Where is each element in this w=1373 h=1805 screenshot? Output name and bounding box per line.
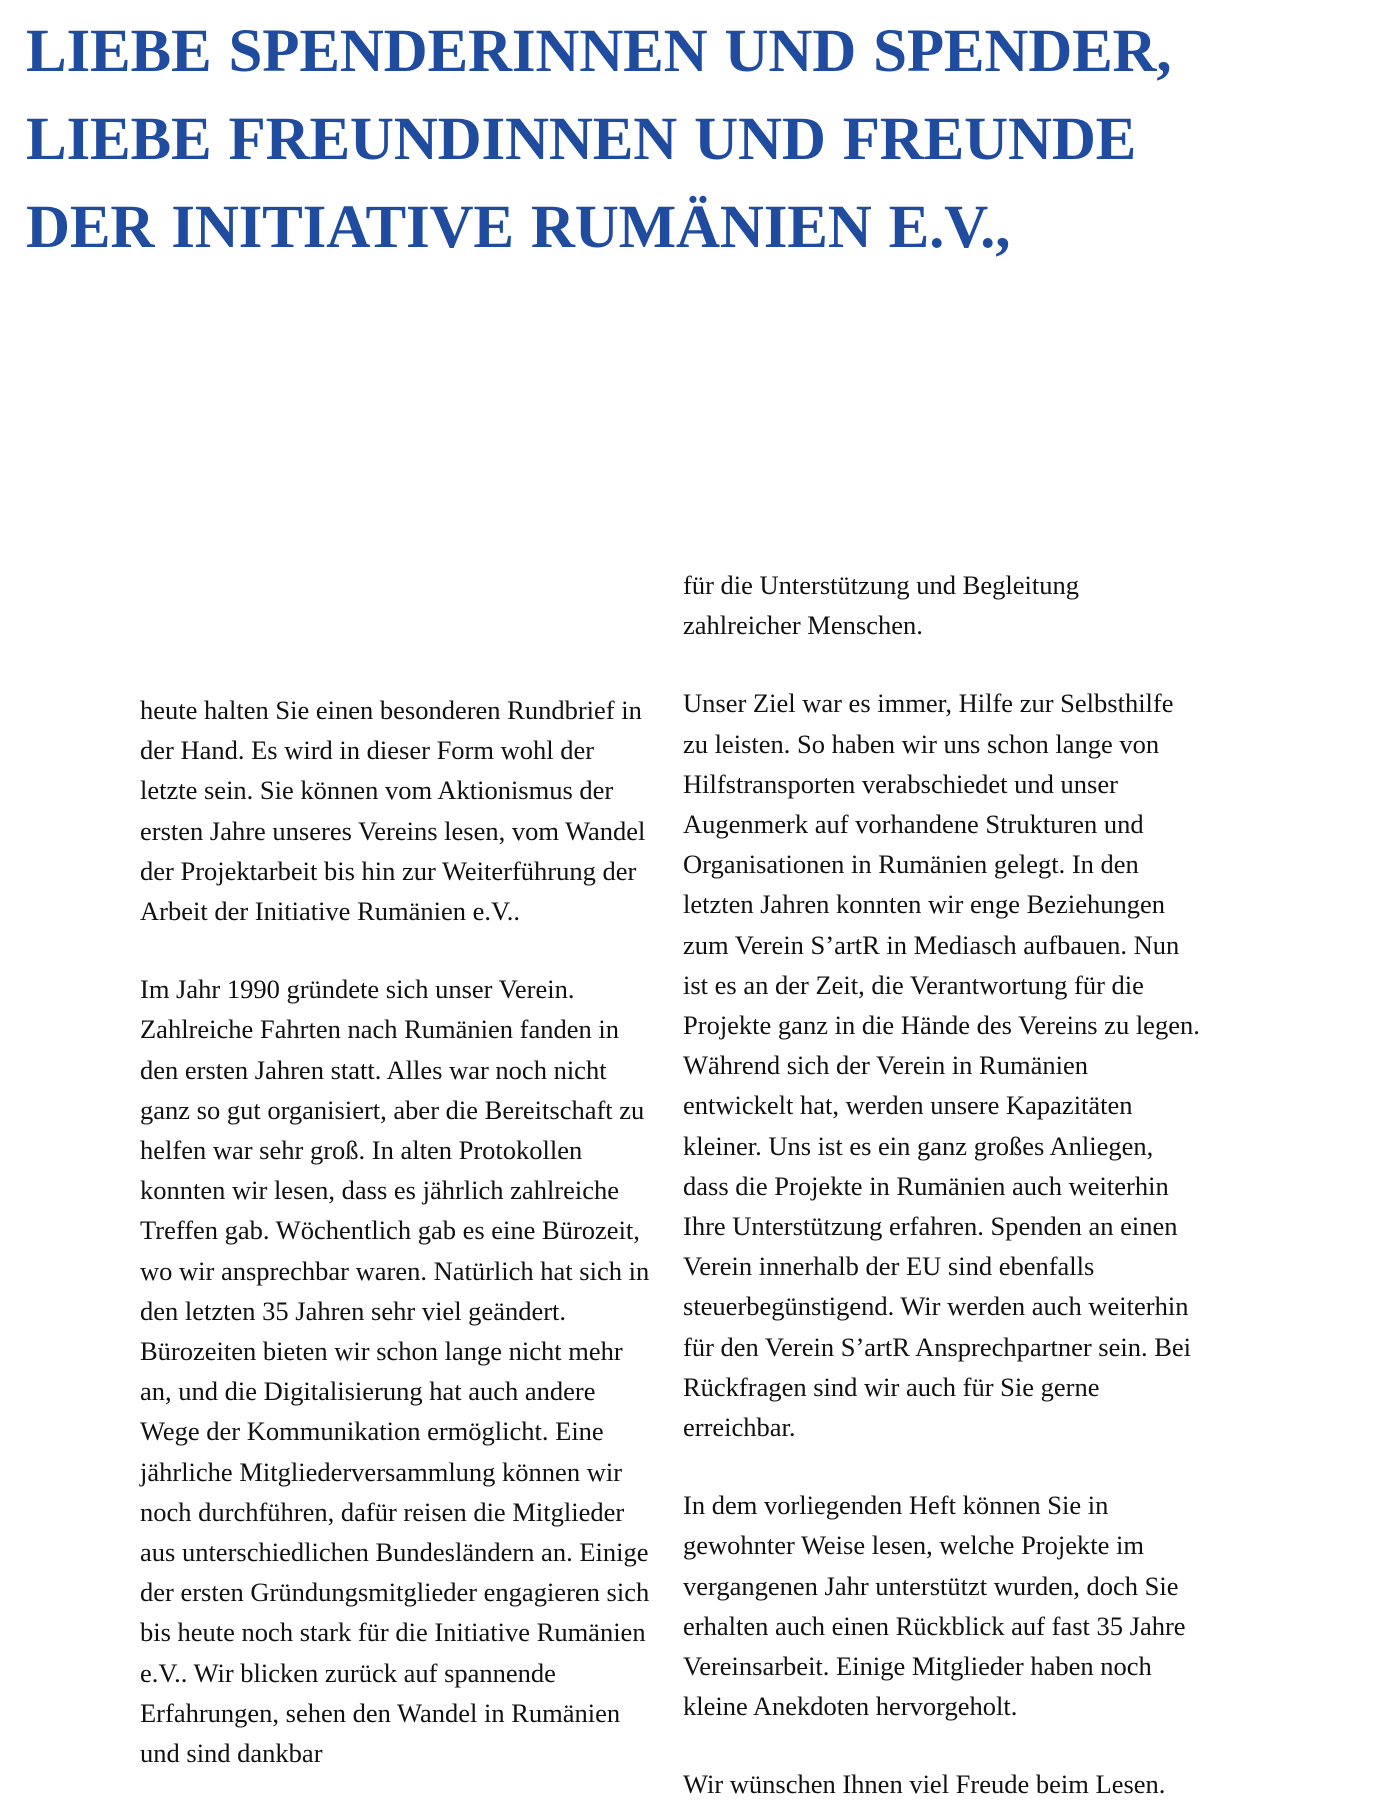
paragraph: Unser Ziel war es immer, Hilfe zur Selbsthilfe zu leisten. So haben wir uns schon lange von Hilfstransporten verabschiedet und unser Augenmerk auf vorhandene Strukturen und Organisationen in Rumänien gelegt. In den letzten Jahren konnten wir enge Beziehungen zum Verein S’artR in Mediasch aufbauen. Nun ist es an der Zeit, die Verantwortung für die Projekte ganz in die Hände des Vereins zu legen. Während sich der Verein in Rumänien entwickelt hat, werden unsere Kapazitäten kleiner. Uns ist es ein ganz großes Anliegen, dass die Projekte in Rumänien auch weiterhin Ihre Unterstützung erfahren. Spenden an einen Verein innerhalb der EU sind ebenfalls steuerbegünstigend. Wir werden auch weiterhin für den Verein S’artR Ansprechpartner sein. Bei Rückfragen sind wir auch für Sie gerne erreichbar. [683,688,1200,1443]
paragraph: Im Jahr 1990 gründete sich unser Verein. Zahlreiche Fahrten nach Rumänien fanden in den ersten Jahren statt. Alles war noch nicht ganz so gut organisiert, aber die Bereitschaft zu helfen war sehr groß. In alten Protokollen konnten wir lesen, dass es jährlich zahlreiche Treffen gab. Wöchentlich gab es eine Bürozeit, wo wir ansprechbar waren. Natürlich hat sich in den letzten 35 Jahren sehr viel geändert. Bürozeiten bieten wir schon lange nicht mehr an, und die Digitalisierung hat auch andere Wege der Kommunikation ermöglicht. Eine jährliche Mitgliederversammlung können wir noch durchführen, dafür reisen die Mitglieder aus unterschiedlichen Bundesländern an. Einige der ersten Gründungsmitglieder engagieren sich bis heute noch stark für die Initiative Rumänien e.V.. Wir blicken zurück auf spannende Erfahrungen, sehen den Wandel in Rumänien und sind dankbar [140,974,650,1769]
paragraph: Wir wünschen Ihnen viel Freude beim Lesen. [683,1769,1166,1800]
paragraph: für die Unterstützung und Begleitung zahlreicher Menschen. [683,570,1079,641]
page-title: LIEBE SPENDERINNEN UND SPENDER, LIEBE FREUNDINNEN UND FREUNDE DER INITIATIVE RUMÄNIEN E.V., [26,18,1172,261]
left-column [140,690,657,1773]
right-column [683,565,1203,1805]
paragraph: In dem vorliegenden Heft können Sie in gewohnter Weise lesen, welche Projekte im vergangenen Jahr unterstützt wurden, doch Sie erhalten auch einen Rückblick auf fast 35 Jahre Vereinsarbeit. Einige Mitglieder haben noch kleine Anekdoten hervorgeholt. [683,1490,1186,1722]
paragraph: heute halten Sie einen besonderen Rundbrief in der Hand. Es wird in dieser Form wohl der letzte sein. Sie können vom Aktionismus der ersten Jahre unseres Vereins lesen, vom Wandel der Projektarbeit bis hin zur Weiterführung der Arbeit der Initiative Rumänien e.V.. [140,695,646,927]
